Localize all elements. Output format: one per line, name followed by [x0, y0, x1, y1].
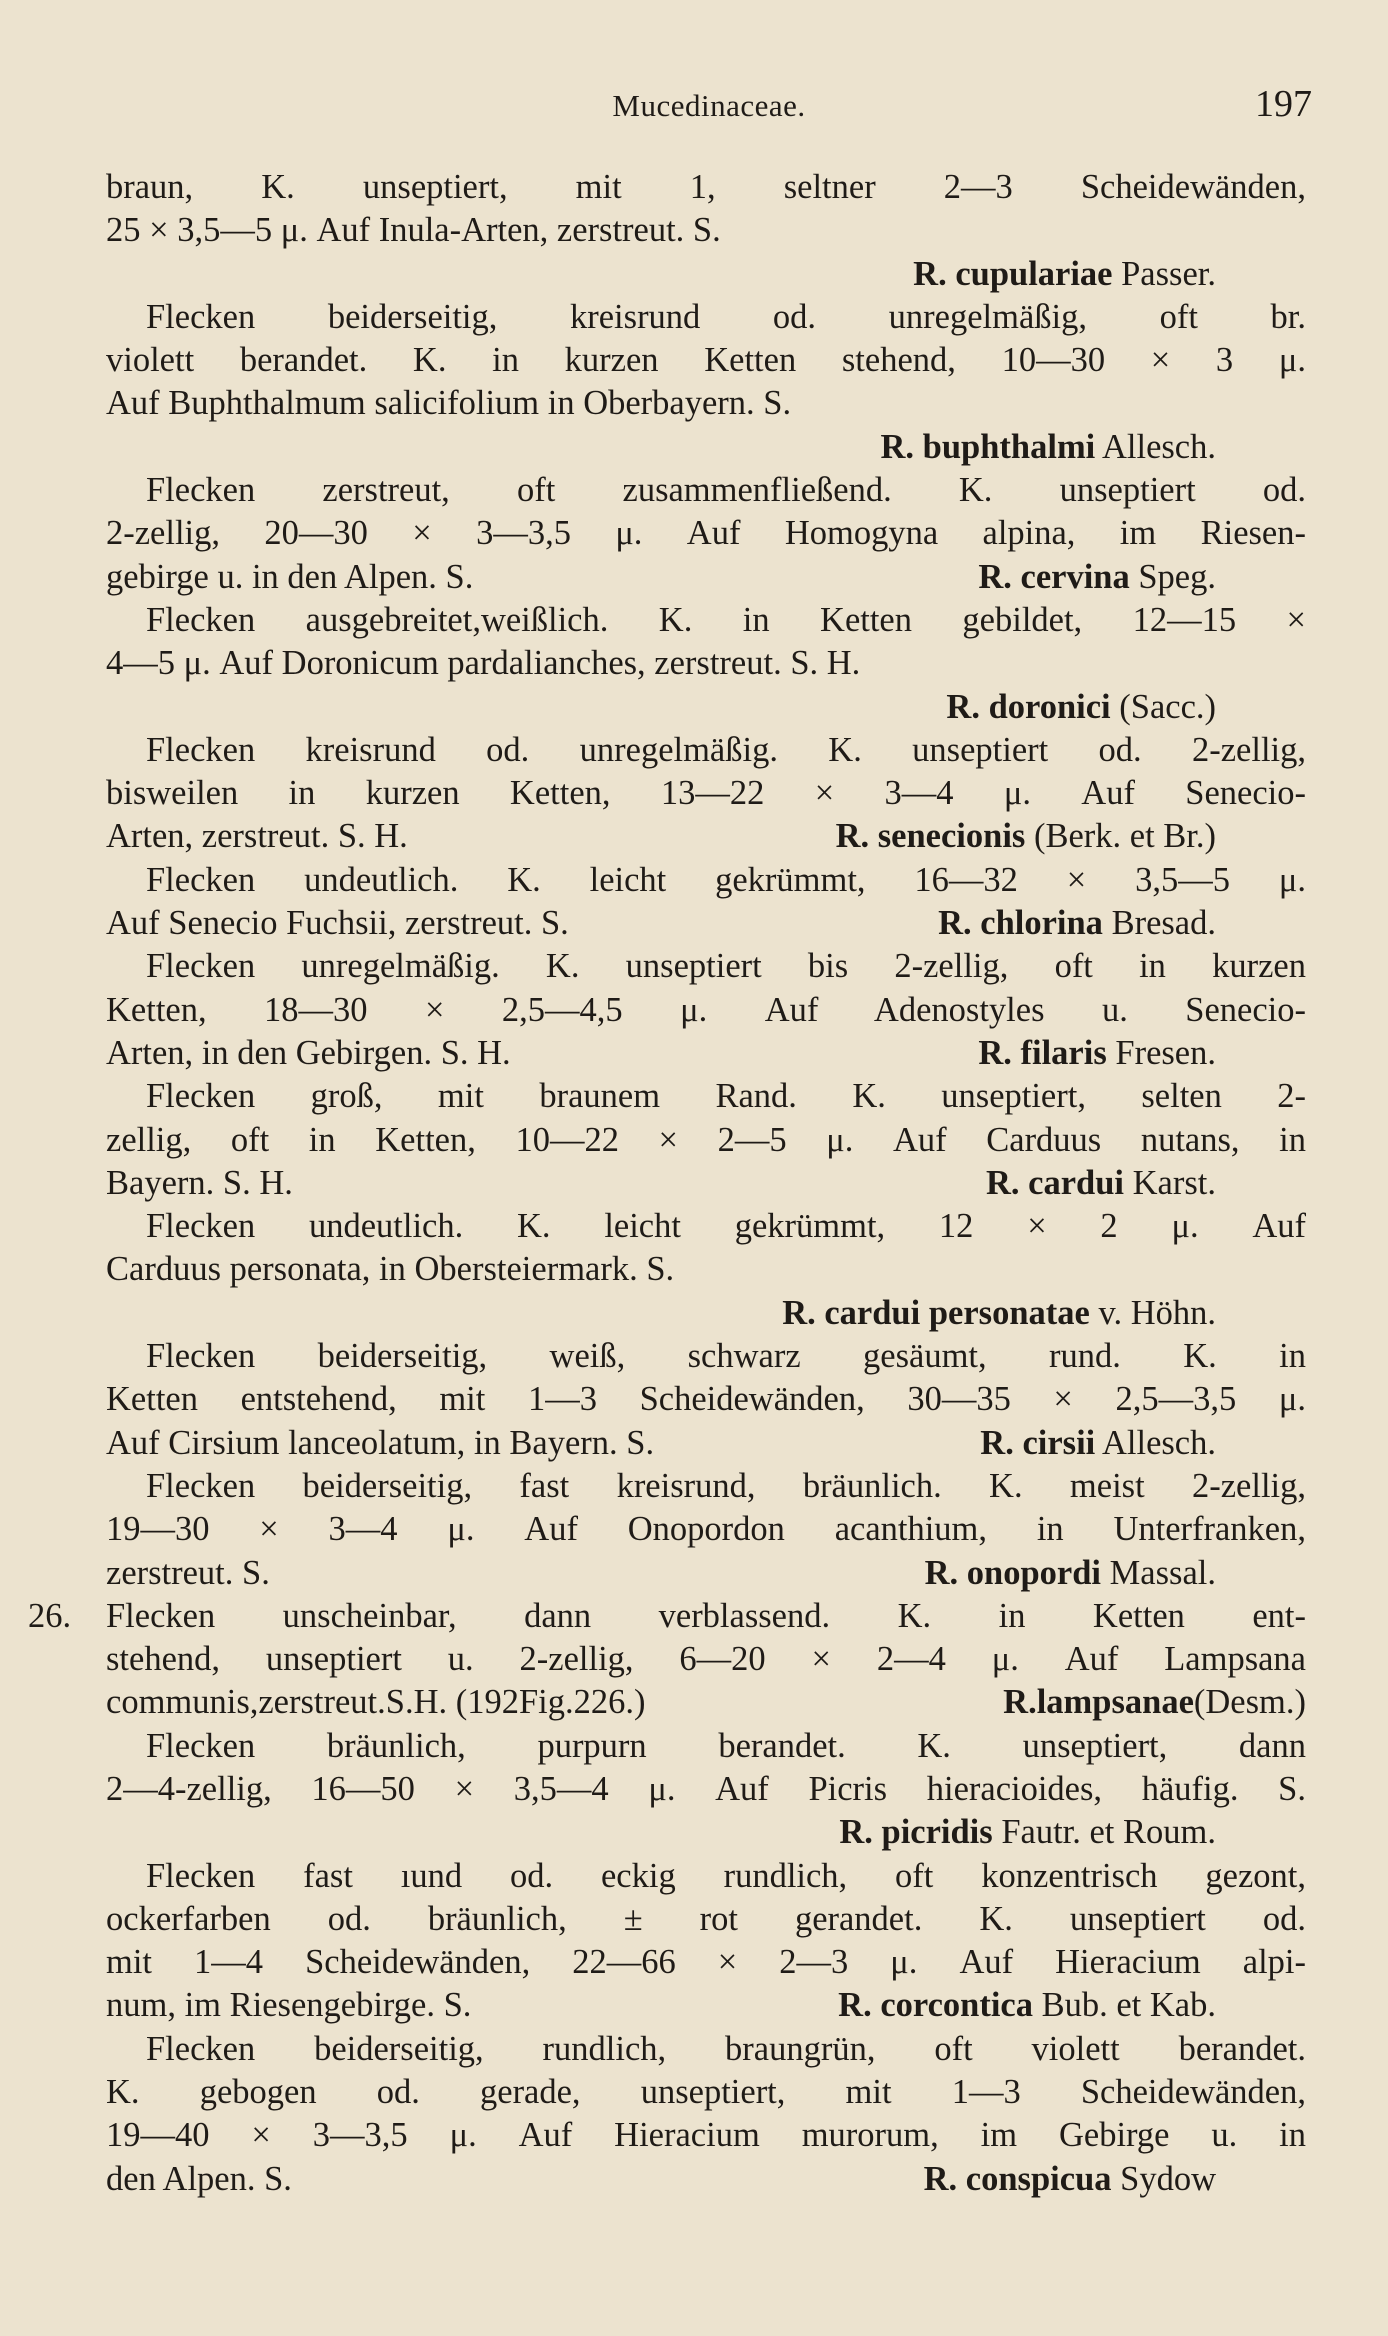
text-line-with-species [106, 556, 1306, 599]
text-line: Flecken groß, mit braunem Rand. K. unseptiert, selten 2- [146, 1077, 1306, 1116]
text-line: violett berandet. K. in kurzen Ketten stehend, 10—30 × 3 μ. [106, 341, 1306, 380]
text-line: 19—40 × 3—3,5 μ. Auf Hieracium murorum, im Gebirge u. in [106, 2116, 1306, 2155]
text-line: Flecken kreisrund od. unregelmäßig. K. unseptiert od. 2-zellig, [146, 730, 1306, 769]
text-line: Ketten, 18—30 × 2,5—4,5 μ. Auf Adenostyles u. Senecio- [106, 990, 1306, 1029]
text-line: bisweilen in kurzen Ketten, 13—22 × 3—4 μ. Auf Senecio- [106, 774, 1306, 813]
text-line: Flecken beiderseitig, rundlich, braungrün, oft violett berandet. [146, 2029, 1306, 2068]
text-line-with-species [106, 815, 1306, 858]
species-name: R. cervina Speg. [978, 557, 1216, 596]
species-name: R. onopordi Massal. [924, 1553, 1216, 1592]
page-header [106, 82, 1312, 132]
text-line-with-species [106, 902, 1306, 945]
text-line: braun, K. unseptiert, mit 1, seltner 2—3 Scheidewänden, [106, 168, 1306, 206]
species-name: R. doronici (Sacc.) [946, 687, 1216, 726]
text-segment: gebirge u. in den Alpen. S. [106, 557, 474, 596]
text-line-with-species [106, 1032, 1306, 1075]
species-name: R. chlorina Bresad. [938, 904, 1216, 943]
species-name: R. filaris Fresen. [978, 1033, 1216, 1072]
species-heading-line [106, 1811, 1306, 1854]
text-line: 19—30 × 3—4 μ. Auf Onopordon acanthium, in Unterfranken, [106, 1510, 1306, 1549]
species-name: R. buphthalmi Allesch. [880, 427, 1216, 466]
text-line: 25 × 3,5—5 μ. Auf Inula-Arten, zerstreut. S. [106, 211, 721, 250]
species-name: R. picridis Fautr. et Roum. [839, 1813, 1216, 1852]
text-line: 2-zellig, 20—30 × 3—3,5 μ. Auf Homogyna alpina, im Riesen- [106, 514, 1306, 553]
text-segment: Arten, zerstreut. S. H. [106, 817, 408, 856]
species-heading-line [106, 426, 1306, 469]
text-line: zellig, oft in Ketten, 10—22 × 2—5 μ. Auf Carduus nutans, in [106, 1120, 1306, 1159]
text-line: Flecken beiderseitig, weiß, schwarz gesäumt, rund. K. in [146, 1337, 1306, 1376]
species-name: R. cupulariae Passer. [913, 254, 1216, 293]
text-segment: communis,zerstreut.S.H. (192Fig.226.) [106, 1683, 646, 1722]
text-line-with-species [106, 1162, 1306, 1205]
species-heading-line [106, 686, 1306, 729]
text-line: Carduus personata, in Obersteiermark. S. [106, 1250, 675, 1289]
species-name: R.lampsanae(Desm.) [1003, 1683, 1306, 1722]
text-line: 4—5 μ. Auf Doronicum pardalianches, zerstreut. S. H. [106, 644, 861, 683]
text-line: Flecken ausgebreitet,weißlich. K. in Ketten gebildet, 12—15 × [146, 600, 1306, 639]
text-line: Flecken fast ıund od. eckig rundlich, oft konzentrisch gezont, [146, 1856, 1306, 1895]
body-text [28, 166, 1306, 2201]
text-line: Flecken undeutlich. K. leicht gekrümmt, 16—32 × 3,5—5 μ. [146, 860, 1306, 899]
species-name: R. cardui Karst. [986, 1163, 1216, 1202]
text-line: Flecken undeutlich. K. leicht gekrümmt, 12 × 2 μ. Auf [146, 1207, 1306, 1246]
entry-number: 26. [28, 1596, 72, 1635]
text-line-with-species [106, 2158, 1306, 2201]
text-line: Flecken beiderseitig, fast kreisrund, bräunlich. K. meist 2-zellig, [146, 1466, 1306, 1505]
text-segment: Bayern. S. H. [106, 1163, 293, 1202]
text-line: Flecken unregelmäßig. K. unseptiert bis 2-zellig, oft in kurzen [146, 947, 1306, 986]
species-name: R. cardui personatae v. Höhn. [782, 1293, 1216, 1332]
text-line: Flecken beiderseitig, kreisrund od. unregelmäßig, oft br. [146, 297, 1306, 336]
text-line: stehend, unseptiert u. 2-zellig, 6—20 × 2—4 μ. Auf Lampsana [106, 1640, 1306, 1679]
species-name: R. senecionis (Berk. et Br.) [835, 817, 1216, 856]
text-segment: Auf Cirsium lanceolatum, in Bayern. S. [106, 1423, 655, 1462]
text-line-with-species [106, 1552, 1306, 1595]
text-segment: den Alpen. S. [106, 2159, 292, 2198]
text-line: ockerfarben od. bräunlich, ± rot gerandet. K. unseptiert od. [106, 1899, 1306, 1938]
species-name: R. corcontica Bub. et Kab. [838, 1986, 1216, 2025]
text-line: 2—4-zellig, 16—50 × 3,5—4 μ. Auf Picris hieracioides, häufig. S. [106, 1769, 1306, 1808]
species-heading-line [106, 1292, 1306, 1335]
running-head: Mucedinaceae. [612, 88, 806, 123]
text-line: Flecken zerstreut, oft zusammenfließend. K. unseptiert od. [146, 471, 1306, 510]
text-line-with-species [106, 1681, 1306, 1724]
text-line-with-species [106, 1984, 1306, 2027]
text-segment: Flecken unscheinbar, dann verblassend. K. in Ketten ent- [106, 1596, 1306, 1635]
text-line: Ketten entstehend, mit 1—3 Scheidewänden, 30—35 × 2,5—3,5 μ. [106, 1380, 1306, 1419]
numbered-text-line [28, 1595, 1306, 1638]
text-line: K. gebogen od. gerade, unseptiert, mit 1—3 Scheidewänden, [106, 2073, 1306, 2112]
text-line: mit 1—4 Scheidewänden, 22—66 × 2—3 μ. Auf Hieracium alpi- [106, 1943, 1306, 1982]
species-name: R. conspicua Sydow [923, 2159, 1216, 2198]
text-segment: Auf Senecio Fuchsii, zerstreut. S. [106, 904, 569, 943]
species-heading-line [106, 253, 1306, 296]
text-segment: Arten, in den Gebirgen. S. H. [106, 1033, 511, 1072]
text-line: Flecken bräunlich, purpurn berandet. K. unseptiert, dann [146, 1726, 1306, 1765]
text-segment: num, im Riesengebirge. S. [106, 1986, 472, 2025]
page-number: 197 [1255, 83, 1312, 125]
species-name: R. cirsii Allesch. [980, 1423, 1216, 1462]
text-segment: zerstreut. S. [106, 1553, 270, 1592]
text-line: Auf Buphthalmum salicifolium in Oberbayern. S. [106, 384, 792, 423]
text-line-with-species [106, 1422, 1306, 1465]
